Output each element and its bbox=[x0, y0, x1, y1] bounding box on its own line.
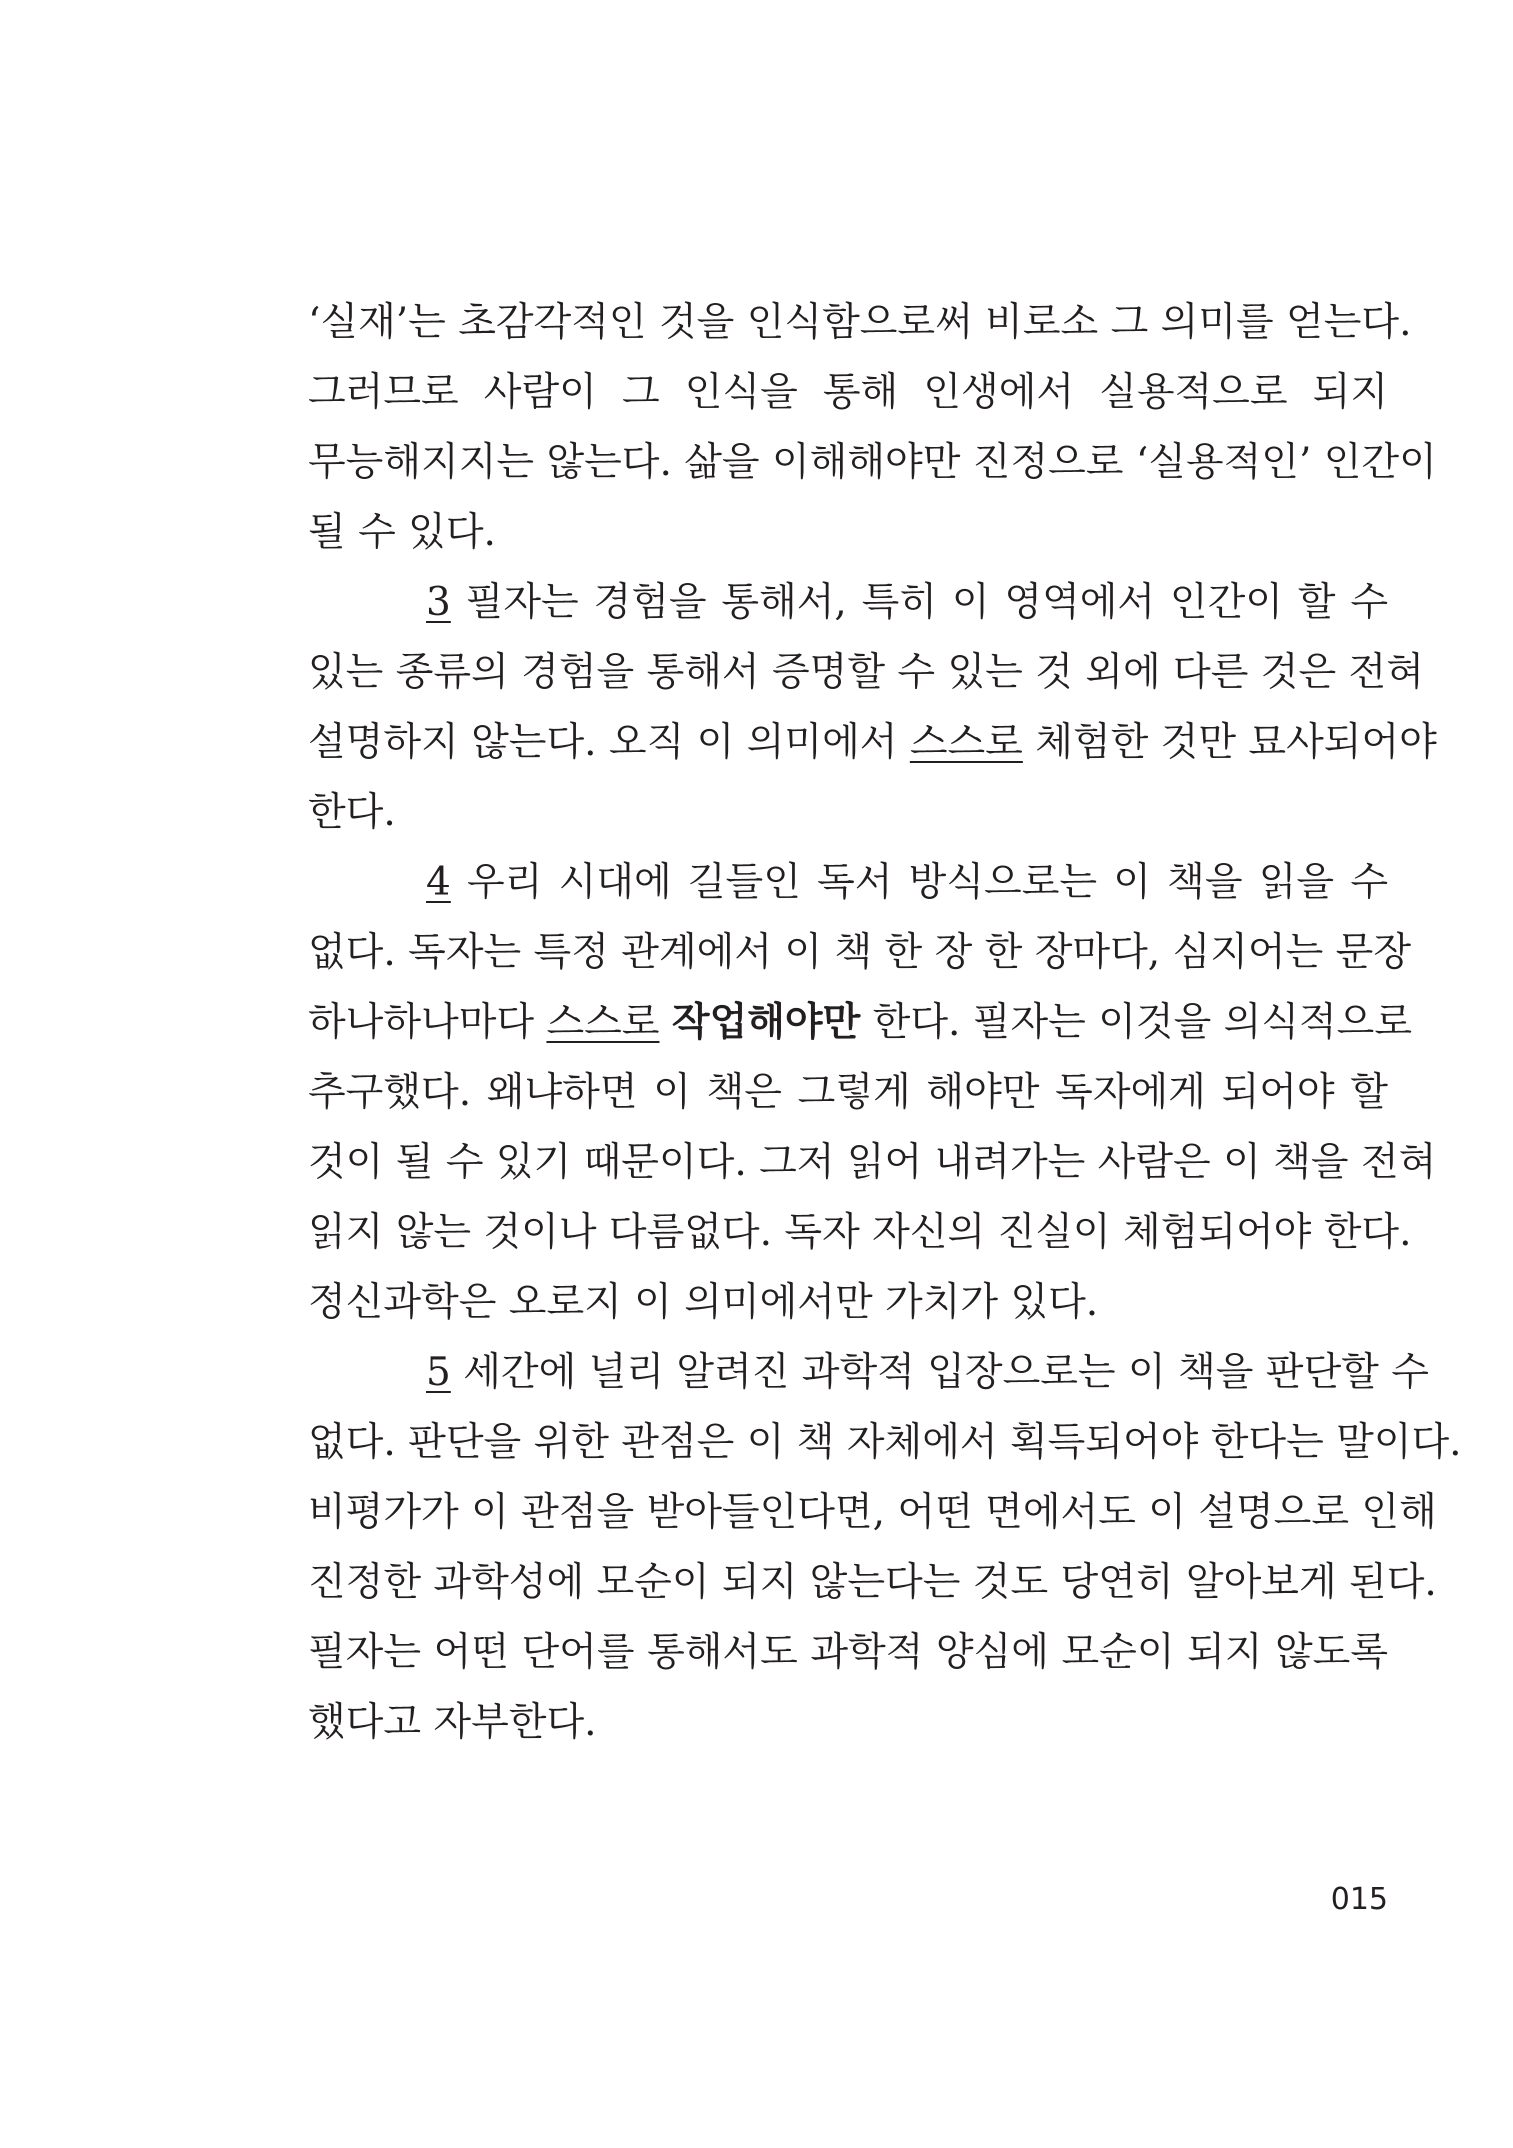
text-line: 정신과학은 오로지 이 의미에서만 가치가 있다. bbox=[308, 1280, 1099, 1325]
body-text bbox=[308, 288, 1462, 1758]
text-line: 없다. 판단을 위한 관점은 이 책 자체에서 획득되어야 한다는 말이다. bbox=[308, 1420, 1462, 1465]
text-span: 한다. 필자는 이것을 의식적으로 bbox=[860, 1000, 1413, 1045]
text-line: 한다. bbox=[308, 790, 396, 835]
text-line: 추구했다. 왜냐하면 이 책은 그렇게 해야만 독자에게 되어야 할 bbox=[308, 1070, 1388, 1115]
text-line: 했다고 자부한다. bbox=[308, 1700, 597, 1745]
text-line: 없다. 독자는 특정 관계에서 이 책 한 장 한 장마다, 심지어는 문장 bbox=[308, 930, 1412, 975]
text-span: 하나하나마다 bbox=[308, 1000, 547, 1045]
text-line bbox=[308, 1338, 1429, 1408]
text-line bbox=[308, 568, 1388, 638]
text-line: 읽지 않는 것이나 다름없다. 독자 자신의 진실이 체험되어야 한다. bbox=[308, 1210, 1412, 1255]
bold-word: 작업해야만 bbox=[671, 1000, 861, 1045]
text-span: 체험한 것만 묘사되어야 bbox=[1022, 720, 1437, 765]
text-line: 진정한 과학성에 모순이 되지 않는다는 것도 당연히 알아보게 된다. bbox=[308, 1560, 1437, 1605]
paragraph-number: 4 bbox=[426, 860, 451, 905]
paragraph-number: 3 bbox=[426, 580, 451, 625]
paragraph-number: 5 bbox=[426, 1350, 451, 1395]
text-line bbox=[308, 988, 1413, 1058]
text-span: 필자는 경험을 통해서, 특히 이 영역에서 인간이 할 수 bbox=[450, 580, 1388, 625]
page-number: 015 bbox=[1330, 1882, 1388, 1917]
text-line bbox=[308, 848, 1388, 918]
text-span: 우리 시대에 길들인 독서 방식으로는 이 책을 읽을 수 bbox=[450, 860, 1388, 905]
text-line: 그러므로 사람이 그 인식을 통해 인생에서 실용적으로 되지 bbox=[308, 370, 1388, 415]
text-span: 세간에 널리 알려진 과학적 입장으로는 이 책을 판단할 수 bbox=[450, 1350, 1429, 1395]
text-span: 설명하지 않는다. 오직 이 의미에서 bbox=[308, 720, 910, 765]
text-line: 있는 종류의 경험을 통해서 증명할 수 있는 것 외에 다른 것은 전혀 bbox=[308, 650, 1424, 695]
text-line: 것이 될 수 있기 때문이다. 그저 읽어 내려가는 사람은 이 책을 전혀 bbox=[308, 1140, 1437, 1185]
text-line: 필자는 어떤 단어를 통해서도 과학적 양심에 모순이 되지 않도록 bbox=[308, 1630, 1388, 1675]
text-line: 무능해지지는 않는다. 삶을 이해해야만 진정으로 ‘실용적인’ 인간이 bbox=[308, 440, 1437, 485]
underlined-word: 스스로 bbox=[909, 720, 1023, 765]
text-line bbox=[308, 708, 1437, 778]
text-line: ‘실재’는 초감각적인 것을 인식함으로써 비로소 그 의미를 얻는다. bbox=[308, 300, 1412, 345]
underlined-word: 스스로 bbox=[546, 1000, 660, 1045]
text-line: 비평가가 이 관점을 받아들인다면, 어떤 면에서도 이 설명으로 인해 bbox=[308, 1490, 1437, 1535]
text-line: 될 수 있다. bbox=[308, 510, 496, 555]
